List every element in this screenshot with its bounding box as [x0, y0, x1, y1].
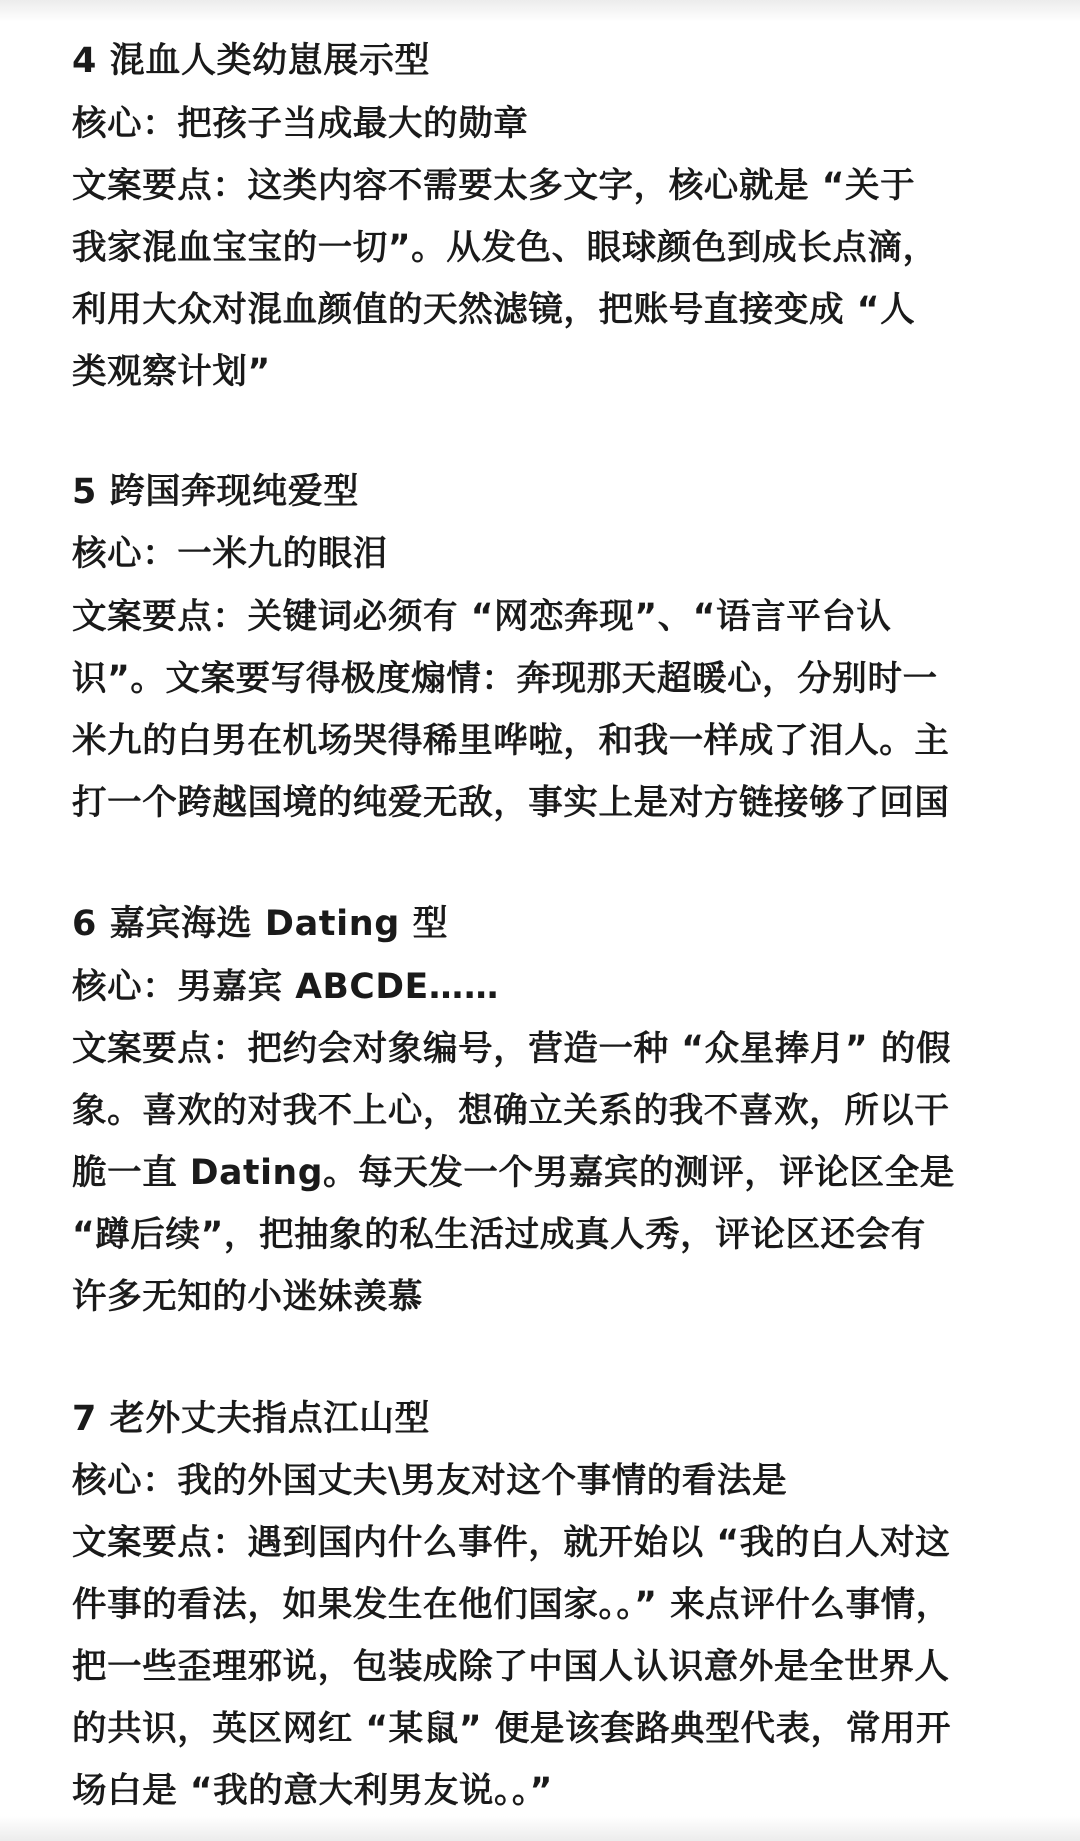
section-7-copy-line-4: 的共识，英区网红 “某鼠” 便是该套路典型代表，常用开: [72, 1709, 952, 1749]
section-5-core: 核心：一米九的眼泪: [72, 534, 388, 574]
section-7-heading: 7 老外丈夫指点江山型: [72, 1399, 431, 1439]
section-5-copy-line-4: 打一个跨越国境的纯爱无敌，事实上是对方链接够了回国: [72, 783, 950, 823]
section-7-copy-line-5: 场白是 “我的意大利男友说。。”: [72, 1771, 553, 1811]
section-6-copy-line-2: 象。喜欢的对我不上心，想确立关系的我不喜欢，所以干: [72, 1091, 950, 1131]
section-4-copy-line-3: 利用大众对混血颜值的天然滤镜，把账号直接变成 “人: [72, 290, 916, 330]
section-7-core: 核心：我的外国丈夫\男友对这个事情的看法是: [72, 1461, 788, 1501]
section-6-core: 核心：男嘉宾 ABCDE……: [72, 967, 499, 1007]
section-4-copy-line-4: 类观察计划”: [72, 352, 271, 392]
section-7-copy-line-1: 文案要点：遇到国内什么事件，就开始以 “我的白人对这: [72, 1523, 951, 1563]
section-6-copy-line-1: 文案要点：把约会对象编号，营造一种 “众星捧月” 的假: [72, 1029, 952, 1069]
section-5-copy-line-3: 米九的白男在机场哭得稀里哗啦，和我一样成了泪人。主: [72, 721, 950, 761]
section-4-heading: 4 混血人类幼崽展示型: [72, 41, 431, 81]
section-4-copy-line-2: 我家混血宝宝的一切”。从发色、眼球颜色到成长点滴，: [72, 228, 938, 268]
section-4-copy-line-1: 文案要点：这类内容不需要太多文字，核心就是 “关于: [72, 166, 916, 206]
section-4-core: 核心：把孩子当成最大的勋章: [72, 104, 529, 144]
section-6-copy-line-4: “蹲后续”，把抽象的私生活过成真人秀，评论区还会有: [72, 1215, 926, 1255]
section-6-heading: 6 嘉宾海选 Dating 型: [72, 904, 449, 944]
section-5-heading: 5 跨国奔现纯爱型: [72, 472, 359, 512]
section-7-copy-line-3: 把一些歪理邪说，包装成除了中国人认识意外是全世界人: [72, 1647, 950, 1687]
section-6-copy-line-3: 脆一直 Dating。每天发一个男嘉宾的测评，评论区全是: [72, 1153, 955, 1193]
section-5-copy-line-2: 识”。文案要写得极度煽情：奔现那天超暖心，分别时一: [72, 659, 938, 699]
section-6-copy-line-5: 许多无知的小迷妹羡慕: [72, 1277, 423, 1317]
section-5-copy-line-1: 文案要点：关键词必须有 “网恋奔现”、“语言平台认: [72, 597, 892, 637]
section-7-copy-line-2: 件事的看法，如果发生在他们国家。。” 来点评什么事情，: [72, 1585, 951, 1625]
